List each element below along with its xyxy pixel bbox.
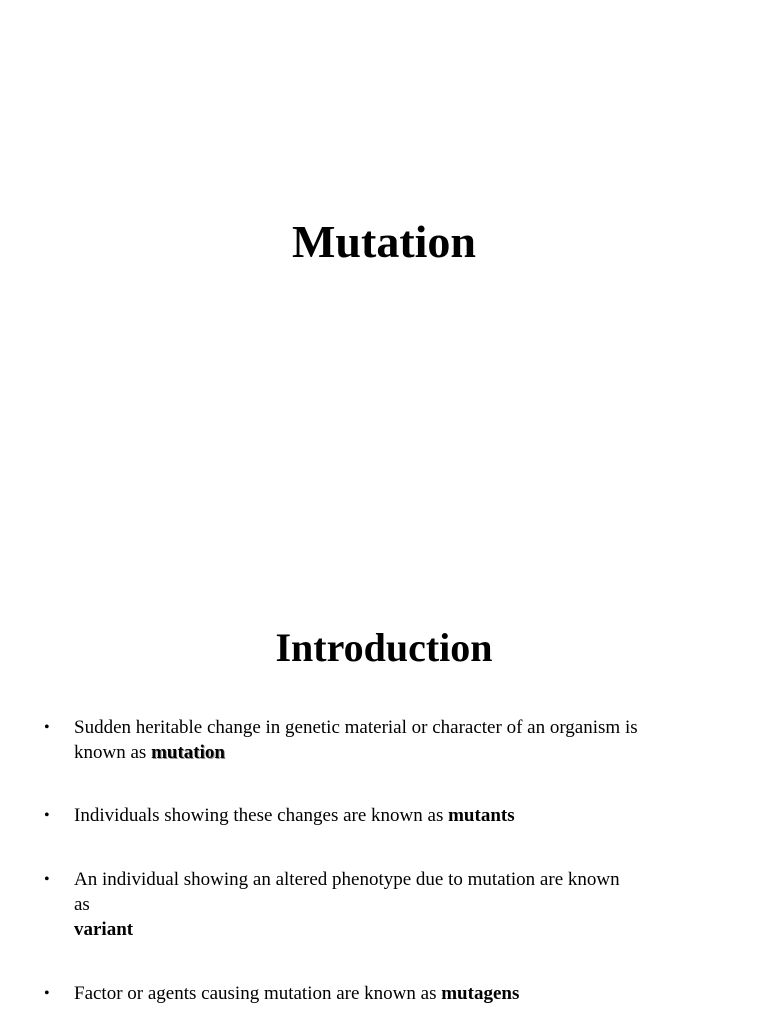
bullet-line [74, 803, 724, 828]
bullet-line: An individual showing an altered phenotype due to mutation are known [74, 869, 620, 890]
bullet-text [74, 803, 724, 828]
bullet-prefix: known as [74, 742, 152, 763]
bullet-line: Sudden heritable change in genetic material or character of an organism is [74, 717, 638, 738]
bullet-icon: • [44, 985, 50, 1002]
bullet-text [74, 715, 724, 765]
bullet-text [74, 981, 724, 1006]
introduction-slide [0, 590, 768, 1024]
bullet-prefix: Factor or agents causing mutation are known as [74, 983, 442, 1004]
key-term: mutation [151, 742, 225, 763]
bullet-line [74, 740, 724, 765]
bullet-text [74, 867, 724, 942]
bullet-line [74, 981, 724, 1006]
slide-title: Mutation [292, 216, 476, 267]
section-title: Introduction [275, 625, 493, 670]
bullet-line: as [74, 894, 90, 915]
key-term: variant [74, 919, 134, 940]
bullet-icon: • [44, 719, 50, 736]
key-term: mutagens [441, 983, 520, 1004]
key-term: mutants [448, 805, 515, 826]
bullet-icon: • [44, 871, 50, 888]
bullet-prefix: Individuals showing these changes are known as [74, 805, 449, 826]
bullet-icon: • [44, 807, 50, 824]
